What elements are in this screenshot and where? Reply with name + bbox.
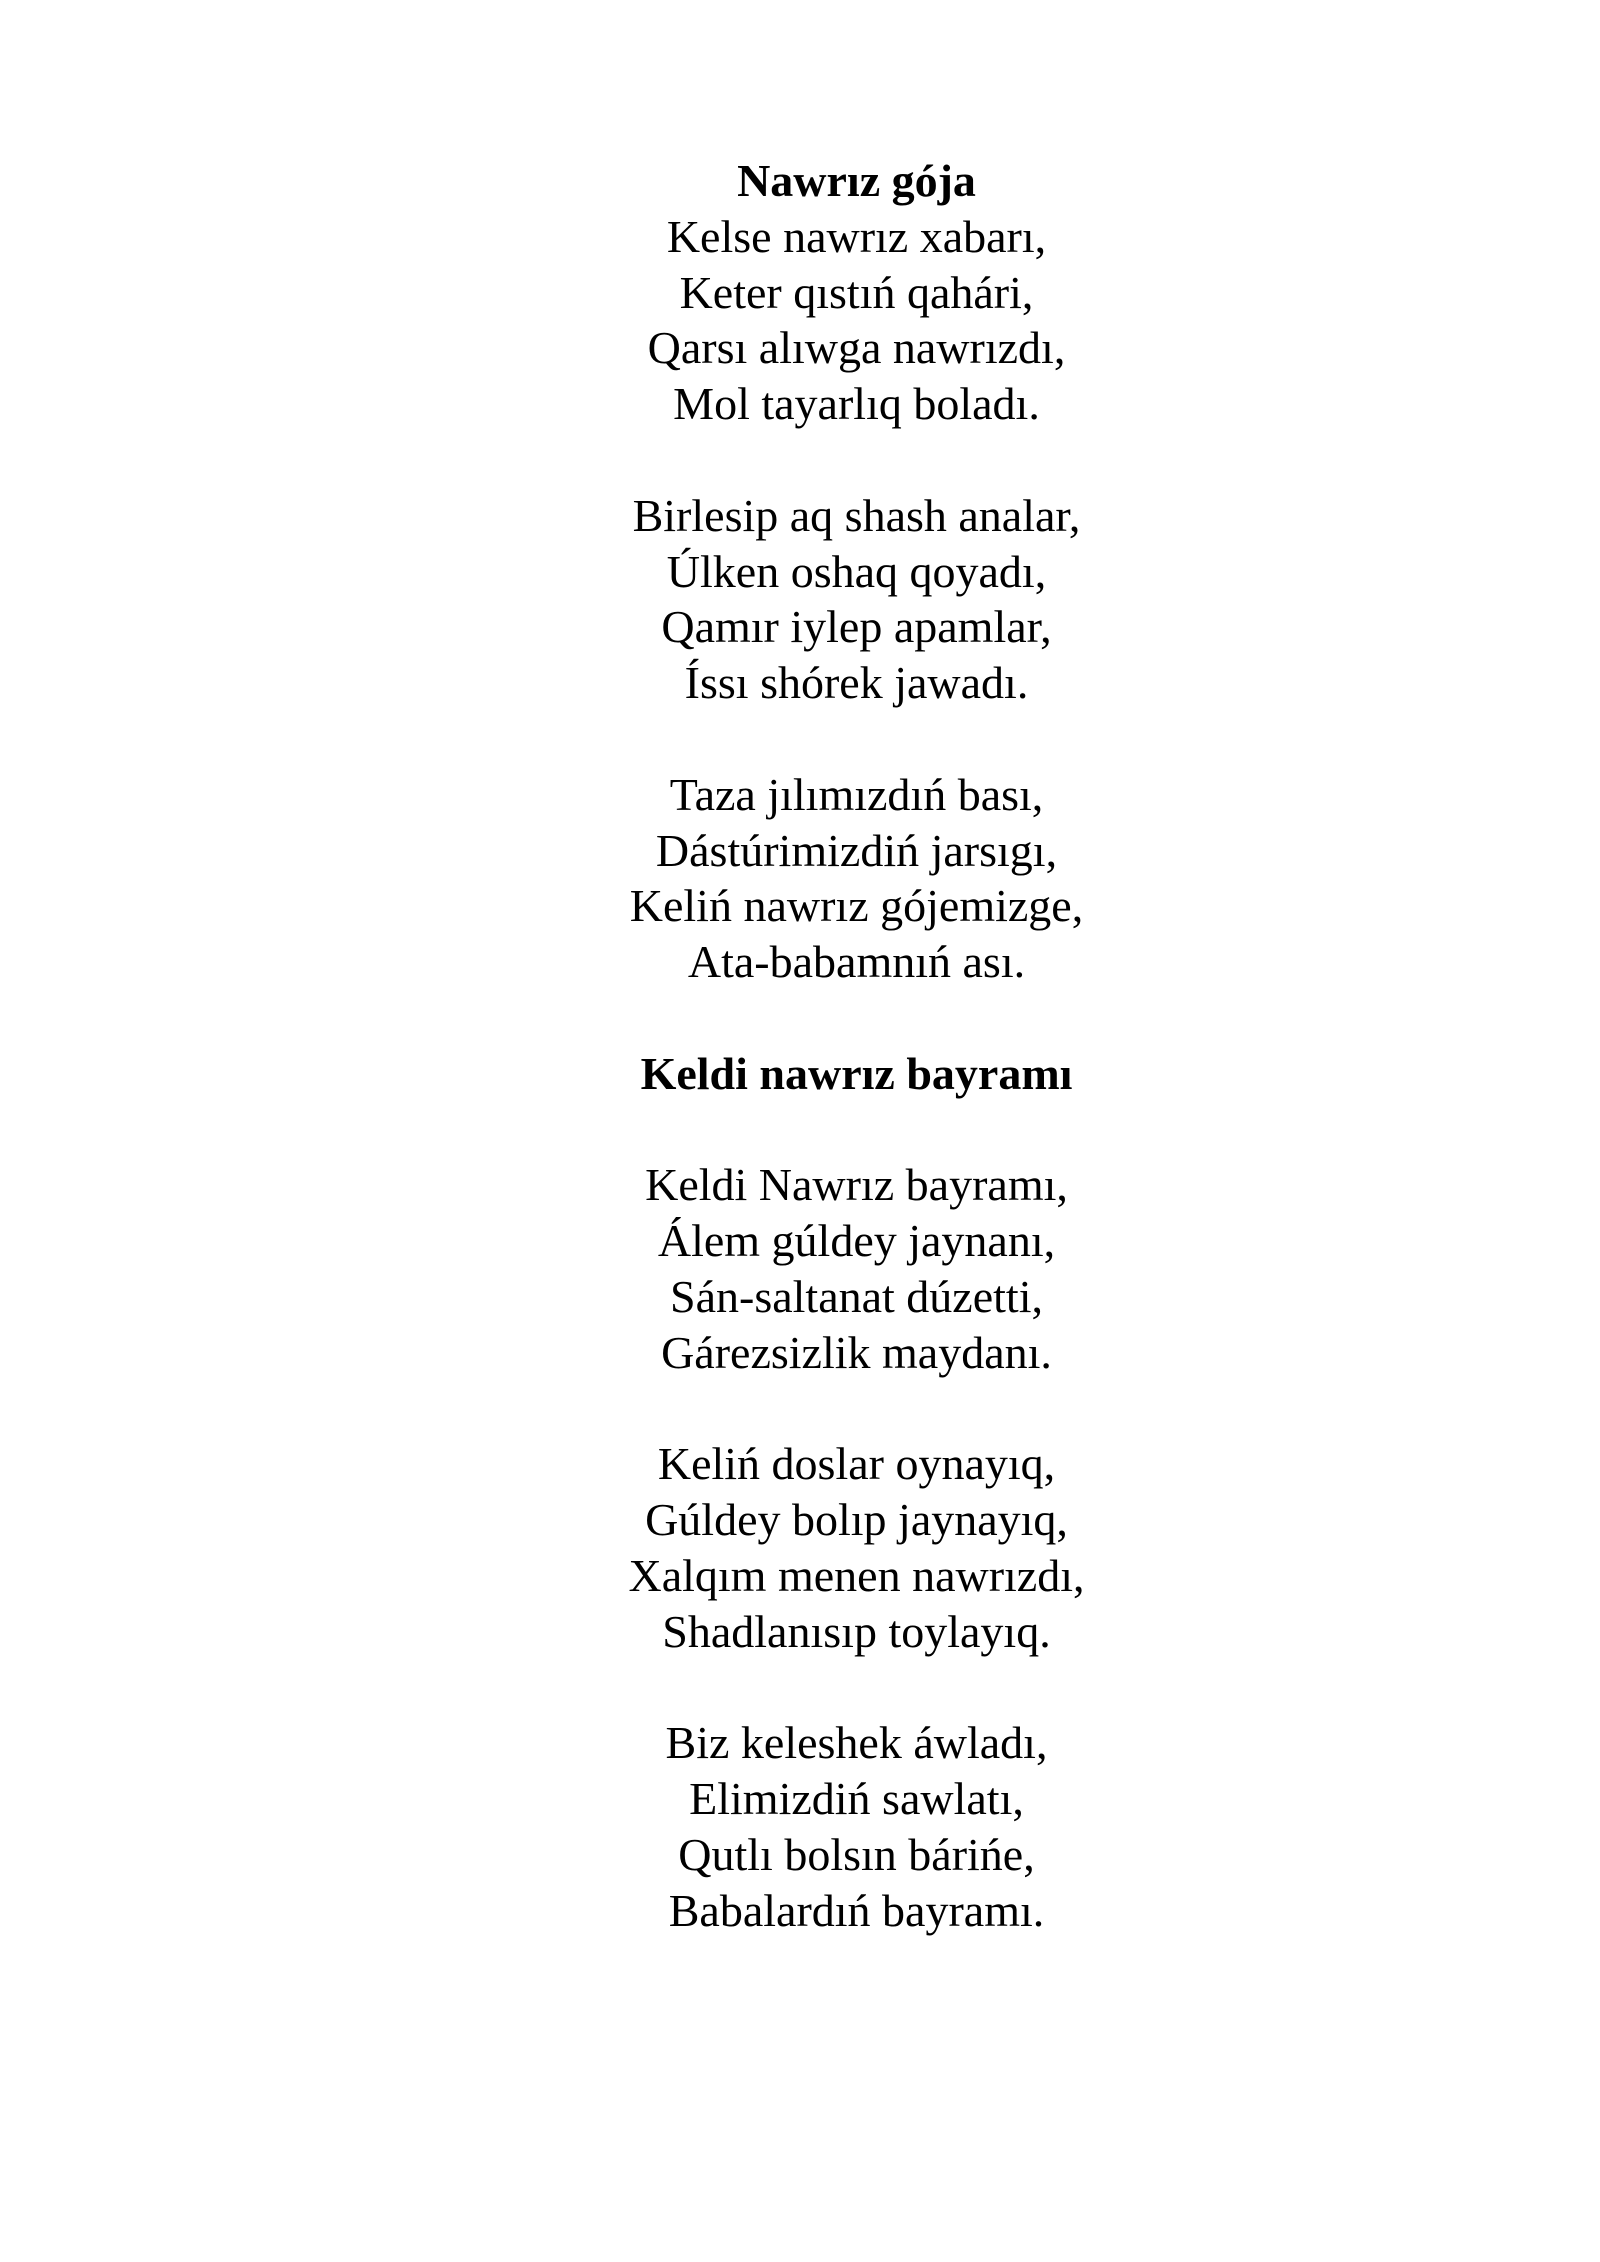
verse-line: Keliń nawrız gójemizge, xyxy=(629,880,1084,932)
stanza xyxy=(0,767,1600,990)
verse-line: Biz keleshek áwladı, xyxy=(665,1717,1048,1769)
stanza xyxy=(0,1436,1600,1659)
title-gap xyxy=(0,1102,1600,1158)
verse-line: Gárezsizlik maydanı. xyxy=(661,1326,1052,1378)
stanza xyxy=(0,1157,1600,1380)
verse-line: Gúldey bolıp jaynayıq, xyxy=(645,1494,1068,1546)
verse-line: Sán-saltanat dúzetti, xyxy=(670,1270,1043,1322)
verse-line: Íssı shórek jawadı. xyxy=(684,657,1029,709)
verse-line: Úlken oshaq qoyadı, xyxy=(666,545,1047,597)
verse-line: Kelse nawrız xabarı, xyxy=(666,210,1047,262)
stanza-gap xyxy=(0,432,1600,488)
poem-column xyxy=(0,153,1600,1939)
verse-line: Mol tayarlıq boladı. xyxy=(673,378,1040,430)
verse-line: Álem gúldey jaynanı, xyxy=(657,1215,1056,1267)
verse-line: Xalqım menen nawrızdı, xyxy=(628,1549,1085,1601)
verse-line: Elimizdiń sawlatı, xyxy=(689,1773,1024,1825)
verse-line: Taza jılımızdıń bası, xyxy=(669,768,1044,820)
verse-line: Qamır iylep apamlar, xyxy=(661,601,1052,653)
poem-title: Keldi nawrız bayramı xyxy=(640,1047,1073,1099)
verse-line: Keter qıstıń qahári, xyxy=(679,266,1034,318)
poem-title: Nawrız gója xyxy=(737,155,976,206)
verse-line: Keldi Nawrız bayramı, xyxy=(645,1159,1068,1211)
stanza-gap xyxy=(0,990,1600,1046)
verse-line: Qarsı alıwga nawrızdı, xyxy=(647,322,1066,374)
verse-line: Ata-babamnıń ası. xyxy=(687,936,1026,988)
stanza-gap xyxy=(0,1660,1600,1716)
verse-line: Keliń doslar oynayıq, xyxy=(657,1438,1056,1490)
stanza xyxy=(0,488,1600,711)
verse-line: Birlesip aq shash analar, xyxy=(632,489,1081,541)
stanza-gap xyxy=(0,1381,1600,1437)
stanza xyxy=(0,1715,1600,1938)
verse-line: Dástúrimizdiń jarsıgı, xyxy=(655,824,1058,876)
stanza-gap xyxy=(0,711,1600,767)
verse-line: Qutlı bolsın bárińe, xyxy=(678,1828,1035,1880)
verse-line: Shadlanısıp toylayıq. xyxy=(662,1605,1051,1657)
verse-line: Babalardıń bayramı. xyxy=(668,1884,1045,1936)
stanza xyxy=(0,209,1600,432)
